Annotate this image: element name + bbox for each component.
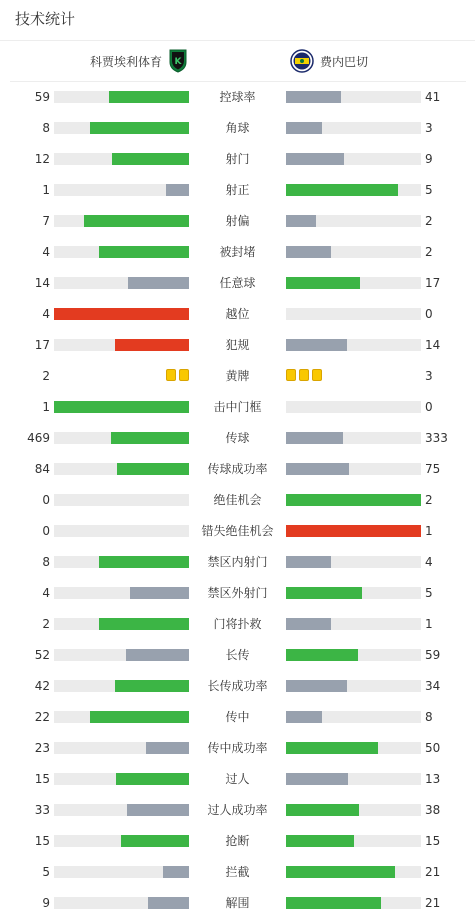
home-value: 52	[34, 648, 50, 662]
away-value: 75	[425, 462, 441, 476]
home-bar-track	[54, 308, 189, 320]
away-bar-track	[286, 587, 421, 599]
away-value: 8	[425, 710, 433, 724]
home-bar-track	[54, 680, 189, 692]
home-bar-fill	[115, 339, 189, 351]
away-bar-fill	[286, 680, 347, 692]
home-bar-fill	[90, 711, 189, 723]
away-bar-track	[286, 246, 421, 258]
home-bar-fill	[90, 122, 189, 134]
home-bar-fill	[163, 866, 189, 878]
away-bar-track	[286, 308, 421, 320]
away-value: 9	[425, 152, 433, 166]
home-bar-track	[54, 246, 189, 258]
away-value: 3	[425, 121, 433, 135]
stat-row	[0, 82, 475, 113]
home-bar-track	[54, 742, 189, 754]
away-bar-track	[286, 556, 421, 568]
page-title: 技术统计	[15, 10, 76, 28]
home-team-name: 科贾埃利体育	[89, 54, 162, 69]
home-team[interactable]	[90, 49, 188, 73]
away-bar-fill	[286, 246, 331, 258]
away-team-name: 费内巴切	[320, 54, 369, 69]
home-bar-track	[54, 649, 189, 661]
away-bar-track	[286, 215, 421, 227]
home-bar-track	[54, 401, 189, 413]
stat-label: 传中	[225, 710, 250, 724]
home-value: 22	[34, 710, 50, 724]
stat-row	[0, 299, 475, 330]
stat-row	[0, 671, 475, 702]
home-bar-track	[54, 525, 189, 537]
away-bar-fill	[286, 339, 347, 351]
away-bar-track	[286, 866, 421, 878]
stat-row	[0, 485, 475, 516]
stat-label: 传球	[225, 431, 250, 445]
away-bar-fill	[286, 773, 348, 785]
home-bar-track	[54, 277, 189, 289]
stat-label: 门将扑救	[213, 617, 262, 631]
away-team[interactable]	[290, 49, 368, 73]
away-value: 0	[425, 400, 433, 414]
away-bar-track	[286, 680, 421, 692]
home-bar-fill	[99, 246, 189, 258]
stat-label: 被封堵	[219, 245, 256, 259]
home-bar-track	[54, 153, 189, 165]
stat-label: 角球	[225, 121, 250, 135]
home-bar-fill	[99, 618, 189, 630]
stat-label: 禁区内射门	[207, 555, 268, 569]
home-bar-fill	[115, 680, 189, 692]
away-bar-fill	[286, 432, 343, 444]
home-value: 8	[42, 121, 50, 135]
stat-row	[0, 764, 475, 795]
yellow-card-icon	[312, 369, 322, 381]
away-value: 2	[425, 214, 433, 228]
stat-label: 长传成功率	[207, 679, 268, 693]
away-yellow-cards	[286, 369, 322, 381]
away-bar-track	[286, 339, 421, 351]
away-value: 333	[425, 431, 448, 445]
away-bar-track	[286, 494, 421, 506]
stat-label: 抢断	[225, 834, 250, 848]
away-bar-fill	[286, 494, 421, 506]
stat-row	[0, 795, 475, 826]
home-bar-track	[54, 463, 189, 475]
stat-label: 绝佳机会	[213, 493, 262, 507]
away-bar-track	[286, 835, 421, 847]
stat-row	[0, 361, 475, 392]
stat-row	[0, 144, 475, 175]
away-bar-fill	[286, 215, 316, 227]
home-bar-fill	[111, 432, 189, 444]
away-value: 0	[425, 307, 433, 321]
home-value: 8	[42, 555, 50, 569]
home-bar-track	[54, 773, 189, 785]
away-value: 1	[425, 617, 433, 631]
away-bar-track	[286, 525, 421, 537]
stat-row	[0, 888, 475, 919]
away-bar-track	[286, 711, 421, 723]
away-bar-track	[286, 742, 421, 754]
stat-row	[0, 237, 475, 268]
home-bar-fill	[130, 587, 189, 599]
home-bar-track	[54, 866, 189, 878]
away-bar-fill	[286, 463, 349, 475]
home-bar-fill	[166, 184, 189, 196]
home-bar-fill	[116, 773, 189, 785]
yellow-card-icon	[179, 369, 189, 381]
away-value: 13	[425, 772, 441, 786]
stat-label: 黄牌	[225, 369, 250, 383]
stat-label: 过人成功率	[207, 803, 268, 817]
kocaelispor-crest-icon	[168, 49, 188, 73]
home-value: 17	[34, 338, 50, 352]
stat-row	[0, 516, 475, 547]
home-bar-track	[54, 122, 189, 134]
away-bar-track	[286, 432, 421, 444]
home-value: 469	[27, 431, 50, 445]
home-value: 2	[42, 617, 50, 631]
home-value: 15	[34, 834, 50, 848]
away-bar-track	[286, 91, 421, 103]
stat-row	[0, 113, 475, 144]
home-bar-track	[54, 339, 189, 351]
teams-header	[10, 41, 466, 81]
stat-label: 控球率	[219, 90, 256, 104]
away-value: 59	[425, 648, 441, 662]
stat-row	[0, 454, 475, 485]
away-bar-fill	[286, 742, 378, 754]
home-value: 4	[42, 307, 50, 321]
home-bar-track	[54, 835, 189, 847]
home-bar-track	[54, 91, 189, 103]
home-value: 42	[34, 679, 50, 693]
home-bar-fill	[126, 649, 189, 661]
stat-label: 任意球	[219, 276, 256, 290]
home-bar-fill	[148, 897, 189, 909]
stat-label: 禁区外射门	[207, 586, 268, 600]
yellow-card-icon	[166, 369, 176, 381]
stat-row	[0, 857, 475, 888]
home-value: 33	[34, 803, 50, 817]
away-value: 34	[425, 679, 441, 693]
away-value: 21	[425, 865, 441, 879]
away-bar-fill	[286, 587, 362, 599]
home-value: 84	[34, 462, 50, 476]
stat-label: 射偏	[225, 214, 250, 228]
away-bar-fill	[286, 556, 331, 568]
home-value: 4	[42, 586, 50, 600]
home-value: 0	[42, 493, 50, 507]
away-bar-fill	[286, 711, 322, 723]
stat-row	[0, 392, 475, 423]
home-bar-fill	[112, 153, 189, 165]
away-bar-track	[286, 897, 421, 909]
away-bar-fill	[286, 804, 359, 816]
away-bar-track	[286, 649, 421, 661]
home-bar-fill	[128, 277, 189, 289]
away-bar-fill	[286, 153, 344, 165]
away-value: 21	[425, 896, 441, 910]
stat-row	[0, 330, 475, 361]
away-bar-track	[286, 618, 421, 630]
stats-list	[0, 82, 475, 919]
away-bar-track	[286, 184, 421, 196]
away-bar-fill	[286, 184, 398, 196]
away-bar-fill	[286, 122, 322, 134]
stat-label: 拦截	[225, 865, 250, 879]
home-bar-fill	[99, 556, 189, 568]
stat-label: 解围	[225, 896, 250, 910]
home-value: 4	[42, 245, 50, 259]
home-bar-fill	[54, 401, 189, 413]
stat-row	[0, 733, 475, 764]
yellow-card-icon	[299, 369, 309, 381]
home-bar-fill	[127, 804, 189, 816]
fenerbahce-crest-icon	[290, 49, 314, 73]
home-bar-fill	[109, 91, 189, 103]
home-bar-track	[54, 494, 189, 506]
stat-label: 犯规	[225, 338, 250, 352]
home-bar-fill	[84, 215, 189, 227]
away-bar-track	[286, 277, 421, 289]
away-value: 2	[425, 493, 433, 507]
away-value: 41	[425, 90, 441, 104]
home-value: 2	[42, 369, 50, 383]
home-bar-track	[54, 897, 189, 909]
stat-label: 过人	[225, 772, 250, 786]
home-bar-fill	[54, 308, 189, 320]
stat-row	[0, 702, 475, 733]
away-bar-track	[286, 401, 421, 413]
home-bar-track	[54, 587, 189, 599]
away-value: 2	[425, 245, 433, 259]
home-bar-track	[54, 432, 189, 444]
away-value: 38	[425, 803, 441, 817]
away-bar-fill	[286, 897, 381, 909]
stat-row	[0, 206, 475, 237]
stat-row	[0, 640, 475, 671]
stat-label: 击中门框	[213, 400, 262, 414]
yellow-card-icon	[286, 369, 296, 381]
stat-row	[0, 547, 475, 578]
away-bar-track	[286, 153, 421, 165]
home-bar-fill	[121, 835, 189, 847]
away-bar-track	[286, 463, 421, 475]
away-value: 17	[425, 276, 441, 290]
home-value: 1	[42, 183, 50, 197]
home-value: 14	[34, 276, 50, 290]
home-bar-track	[54, 804, 189, 816]
home-bar-track	[54, 556, 189, 568]
away-bar-fill	[286, 866, 395, 878]
stat-label: 长传	[225, 648, 250, 662]
home-yellow-cards	[166, 369, 189, 381]
home-bar-track	[54, 711, 189, 723]
stat-row	[0, 175, 475, 206]
away-bar-track	[286, 804, 421, 816]
stat-label: 射正	[225, 183, 250, 197]
away-value: 50	[425, 741, 441, 755]
stat-label: 错失绝佳机会	[201, 524, 274, 538]
stat-label: 越位	[225, 307, 250, 321]
away-value: 4	[425, 555, 433, 569]
away-value: 15	[425, 834, 441, 848]
stat-label: 传中成功率	[207, 741, 268, 755]
home-value: 15	[34, 772, 50, 786]
away-value: 5	[425, 586, 433, 600]
home-crest-letter: K	[174, 57, 182, 67]
home-bar-track	[54, 184, 189, 196]
stat-row	[0, 609, 475, 640]
stat-label: 射门	[225, 152, 250, 166]
away-bar-fill	[286, 618, 331, 630]
away-value: 3	[425, 369, 433, 383]
stat-label: 传球成功率	[207, 462, 268, 476]
home-value: 9	[42, 896, 50, 910]
home-value: 23	[34, 741, 50, 755]
away-bar-fill	[286, 277, 360, 289]
stat-row	[0, 578, 475, 609]
home-value: 0	[42, 524, 50, 538]
home-bar-fill	[146, 742, 189, 754]
home-value: 59	[34, 90, 50, 104]
away-bar-fill	[286, 525, 421, 537]
away-bar-track	[286, 122, 421, 134]
stat-row	[0, 423, 475, 454]
home-bar-track	[54, 215, 189, 227]
home-value: 5	[42, 865, 50, 879]
stat-row	[0, 826, 475, 857]
home-value: 7	[42, 214, 50, 228]
away-bar-fill	[286, 835, 354, 847]
home-value: 1	[42, 400, 50, 414]
away-bar-track	[286, 773, 421, 785]
home-bar-track	[54, 618, 189, 630]
away-value: 5	[425, 183, 433, 197]
away-value: 14	[425, 338, 441, 352]
home-value: 12	[34, 152, 50, 166]
away-bar-fill	[286, 649, 358, 661]
home-bar-fill	[117, 463, 189, 475]
away-bar-fill	[286, 91, 341, 103]
stat-row	[0, 268, 475, 299]
away-value: 1	[425, 524, 433, 538]
